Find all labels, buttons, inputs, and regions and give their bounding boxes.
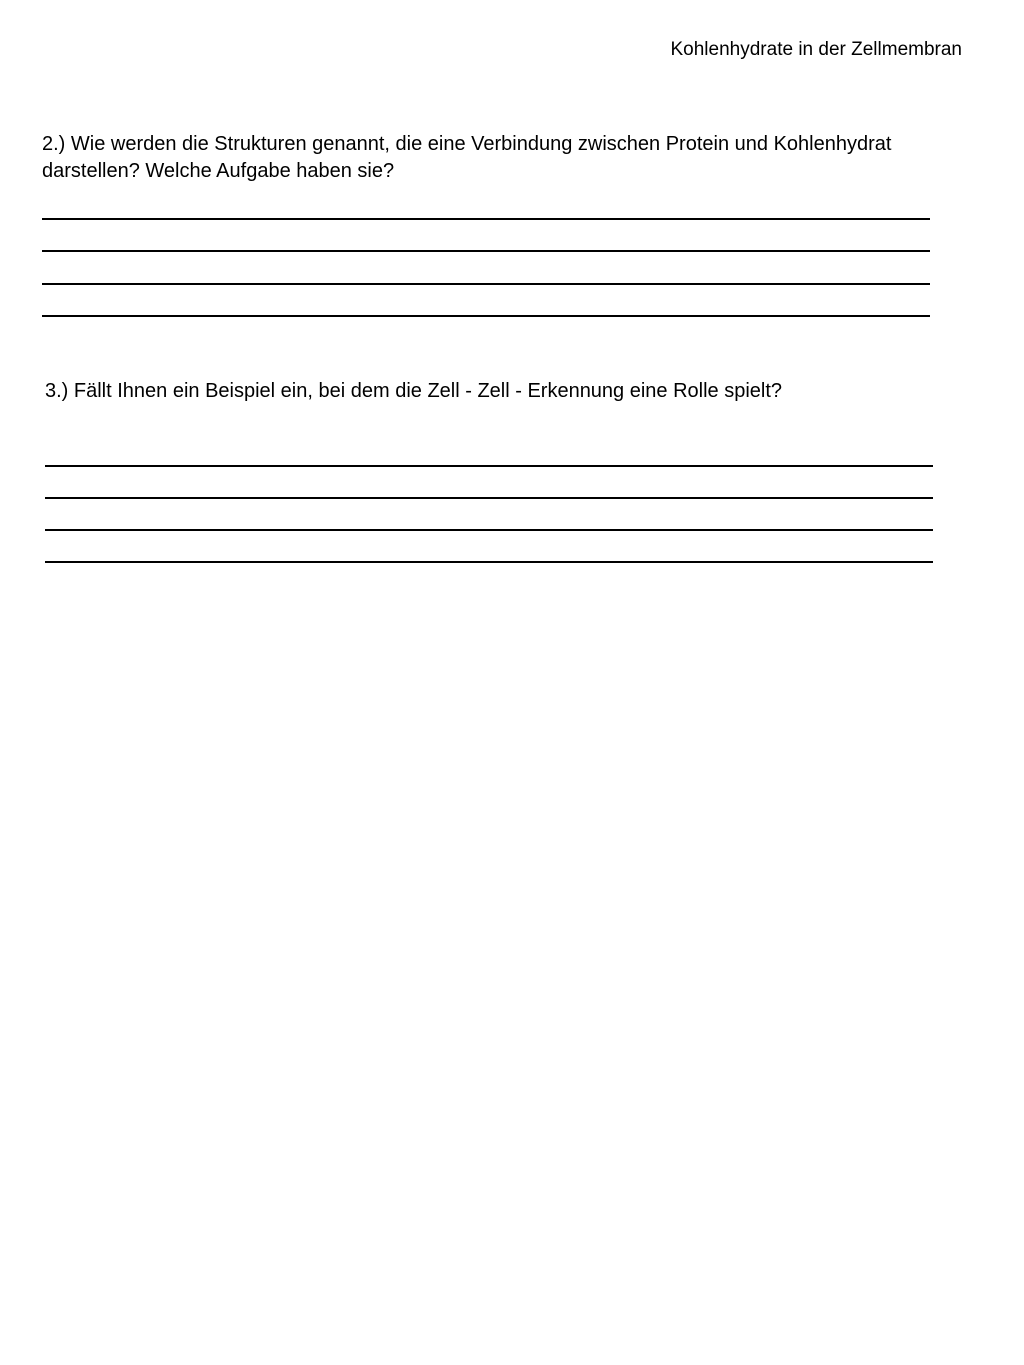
answer-line[interactable] <box>45 529 933 531</box>
answer-line[interactable] <box>42 250 930 252</box>
answer-line[interactable] <box>42 283 930 285</box>
answer-line[interactable] <box>45 497 933 499</box>
page-header-title: Kohlenhydrate in der Zellmembran <box>670 39 962 60</box>
answer-line[interactable] <box>45 561 933 563</box>
answer-line[interactable] <box>42 218 930 220</box>
question-2-text: 2.) Wie werden die Strukturen genannt, die eine Verbindung zwischen Protein und Kohlenhydrat darstellen? Welche Aufgabe haben sie? <box>42 133 892 182</box>
question-3-text: 3.) Fällt Ihnen ein Beispiel ein, bei dem die Zell - Zell - Erkennung eine Rolle spielt? <box>45 380 783 402</box>
answer-line[interactable] <box>42 315 930 317</box>
answer-line[interactable] <box>45 465 933 467</box>
